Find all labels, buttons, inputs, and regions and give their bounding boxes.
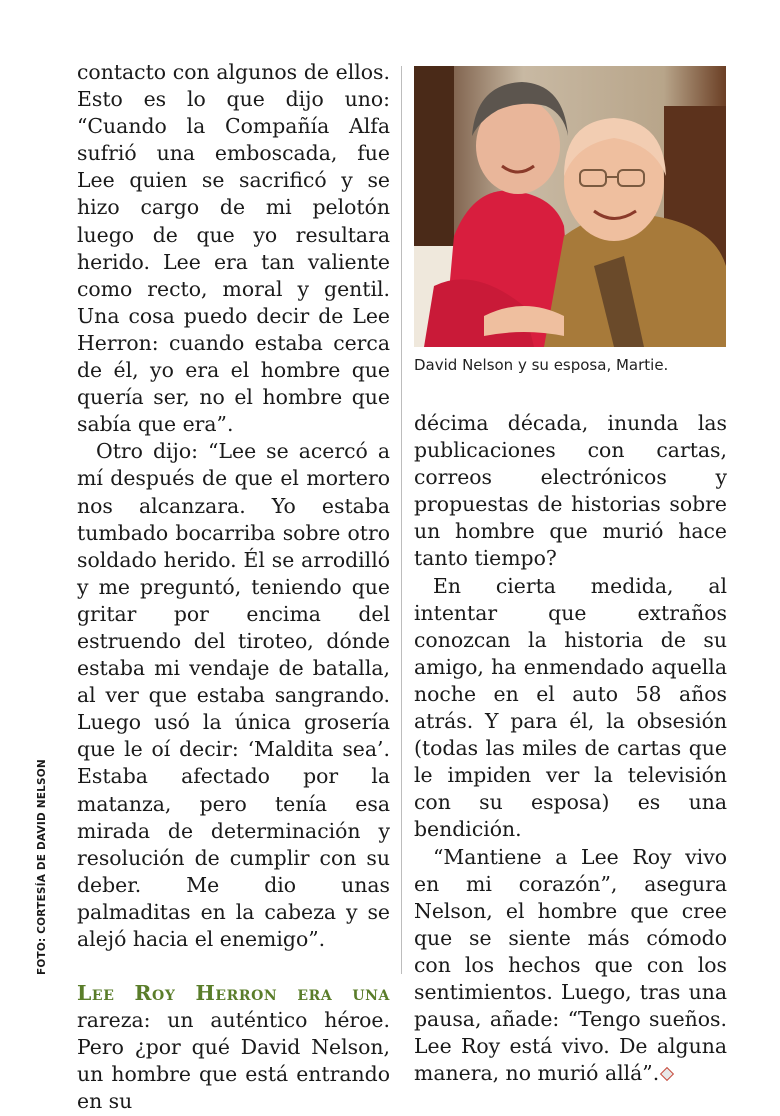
photo (414, 66, 726, 347)
paragraph: Otro dijo: “Lee se acercó a mí después de que el mortero nos alcanzara. Yo estaba tumbado bocarriba sobre otro soldado herido. Él se arrodilló y me preguntó, teniendo que gritar por encima del estruendo del tiroteo, dónde estaba mi vendaje de batalla, al ver que estaba sangrando. Luego usó la única grosería que le oí decir: ‘Maldita sea’. Estaba afectado por la matanza, pero tenía esa mirada de determinación y resolución de cumplir con su deber. Me dio unas palmaditas en la cabeza y se alejó hacia el enemigo”. (77, 439, 390, 951)
paragraph: contacto con algunos de ellos. Esto es lo que dijo uno: “Cuando la Compañía Alfa sufrió una emboscada, fue Lee quien se sacrificó y se hizo cargo de mi pelotón luego de que yo resultara herido. Lee era tan valiente como recto, moral y gentil. Una cosa puedo decir de Lee Herron: cuando estaba cerca de él, yo era el hombre que quería ser, no el hombre que sabía que era”. (77, 60, 390, 437)
article-column-right (414, 410, 727, 1087)
column-divider (401, 66, 402, 974)
paragraph-final (414, 844, 727, 1088)
photo-credit: FOTO: CORTESÍA DE DAVID NELSON (36, 759, 48, 975)
end-of-article-icon (660, 1067, 674, 1081)
couple-photo-image (414, 66, 726, 347)
paragraph-text: rareza: un auténtico héroe. Pero ¿por qué David Nelson, un hombre que está entrando en su (77, 1008, 390, 1114)
paragraph: décima década, inunda las publicaciones con cartas, correos electrónicos y propuestas de historias sobre un hombre que murió hace tanto tiempo? (414, 411, 727, 571)
paragraph-with-lead-in (77, 980, 390, 1115)
paragraph-text: “Mantiene a Lee Roy vivo en mi corazón”, asegura Nelson, el hombre que cree que se siente más cómodo con los hechos que con los sentimientos. Luego, tras una pausa, añade: “Tengo sueños. Lee Roy está vivo. De alguna manera, no murió allá”. (414, 844, 727, 1086)
paragraph: En cierta medida, al intentar que extraños conozcan la historia de su amigo, ha enmendado aquella noche en el auto 58 años atrás. Y para él, la obsesión (todas las miles de cartas que le impiden ver la televisión con su esposa) es una bendición. (414, 573, 727, 842)
lead-in-text: Lee Roy Herron era una (77, 981, 390, 1006)
article-column-left (77, 59, 390, 1116)
photo-caption: David Nelson y su esposa, Martie. (414, 356, 669, 374)
